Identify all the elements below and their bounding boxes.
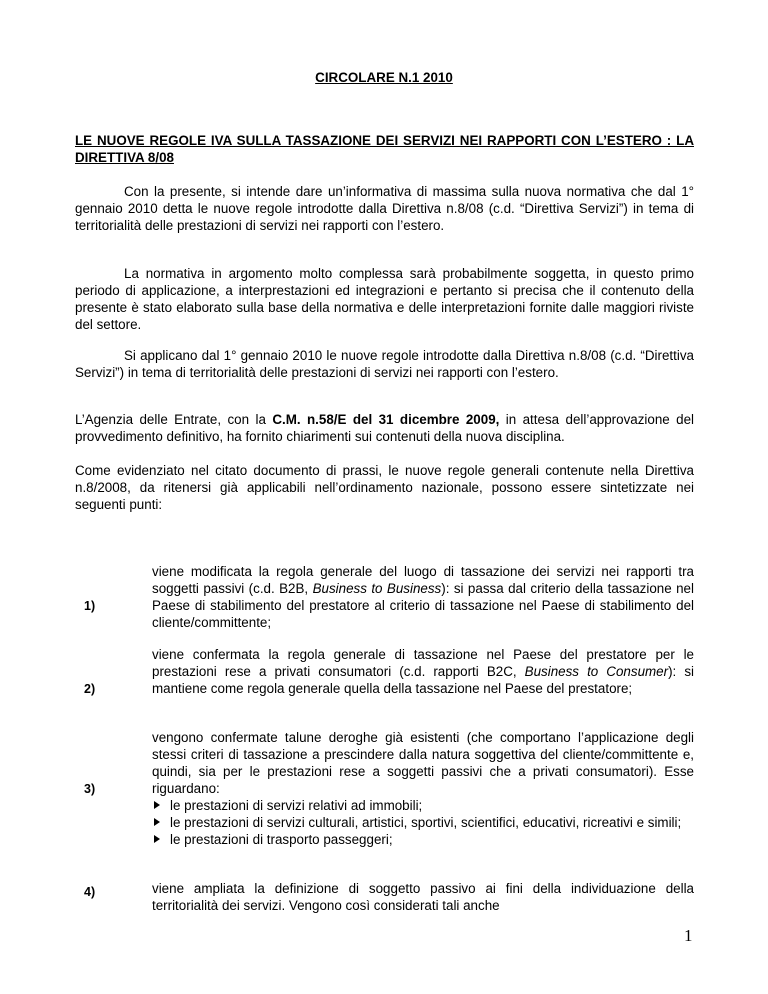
item-text: viene confermata la regola generale di tassazione nel Paese del prestatore per le prestazioni rese a privati consumatori (c.d. rapporti B2C, — [152, 647, 694, 679]
disclaimer-paragraph: La normativa in argomento molto complessa sarà probabilmente soggetta, in questo primo periodo di applicazione, a interprestazioni ed integrazioni e pertanto si precisa che il contenuto della presente è stato elaborato sulla base della normativa e delle interpretazioni fornite dalle maggiori riviste del settore. — [75, 266, 694, 332]
effective-date-paragraph: Si applicano dal 1° gennaio 2010 le nuove regole introdotte dalla Direttiva n.8/08 (c.d. “Direttiva Servizi”) in tema di territorialità delle prestazioni di servizi nei rapporti con l’estero. — [75, 348, 694, 380]
list-item — [152, 646, 694, 697]
bullet-text: le prestazioni di servizi culturali, artistici, sportivi, scientifici, educativi, ricreativi e simili; — [170, 815, 682, 830]
item-number: 4) — [84, 885, 96, 899]
item-number: 3) — [84, 782, 96, 796]
item-text: viene modificata la regola generale del luogo di tassazione dei servizi nei rapporti tra soggetti passivi (c.d. B2B, — [152, 564, 694, 596]
item-number: 1) — [84, 599, 96, 613]
agenzia-text-after: in attesa dell’approvazione del provvedimento definitivo, ha fornito chiarimenti sui contenuti della nuova disciplina. — [75, 412, 695, 444]
list-item — [152, 563, 694, 631]
bullet-item — [152, 797, 694, 814]
intro-paragraph: Con la presente, si intende dare un’informativa di massima sulla nuova normativa che dal 1° gennaio 2010 detta le nuove regole introdotte dalla Direttiva n.8/08 (c.d. “Direttiva Servizi”) in tema di territorialità delle prestazioni di servizi nei rapporti con l’estero. — [75, 184, 694, 233]
agenzia-text-before: L’Agenzia delle Entrate, con la — [75, 412, 273, 427]
item-italic-term: Business to Business — [312, 581, 442, 596]
circular-reference: C.M. n.58/E del 31 dicembre 2009, — [272, 412, 500, 427]
page-number: 1 — [684, 926, 693, 945]
list-item — [152, 729, 694, 848]
agenzia-paragraph — [75, 411, 694, 445]
item-italic-term: Business to Consumer — [524, 664, 669, 679]
item-number: 2) — [84, 682, 96, 696]
section-heading: LE NUOVE REGOLE IVA SULLA TASSAZIONE DEI SERVIZI NEI RAPPORTI CON L’ESTERO : LA DIRETTIVA 8/08 — [75, 133, 694, 165]
summary-paragraph: Come evidenziato nel citato documento di prassi, le nuove regole generali contenute nella Direttiva n.8/2008, da ritenersi già applicabili nell’ordinamento nazionale, possono essere sintetizzate nei seguenti punti: — [75, 463, 694, 512]
item-text: viene ampliata la definizione di soggetto passivo ai fini della individuazione della territorialità dei servizi. Vengono così considerati tali anche — [152, 881, 694, 913]
triangle-bullet-icon — [154, 801, 160, 809]
triangle-bullet-icon — [154, 835, 160, 843]
bullet-item — [152, 831, 694, 848]
bullet-text: le prestazioni di servizi relativi ad immobili; — [170, 798, 423, 813]
bullet-list — [152, 797, 694, 848]
bullet-item — [152, 814, 694, 831]
item-text: vengono confermate talune deroghe già esistenti (che comportano l’applicazione degli stessi criteri di tassazione a prescindere dalla natura soggettiva del cliente/committente e, quindi, sia per le prestazioni rese a soggetti passivi che a privati consumatori). Esse riguardano: — [152, 730, 694, 796]
bullet-text: le prestazioni di trasporto passeggeri; — [170, 832, 393, 847]
list-item — [152, 880, 694, 913]
item-text-cont: ): si mantiene come regola generale quella della tassazione nel Paese del prestatore; — [152, 664, 694, 696]
triangle-bullet-icon — [154, 818, 160, 826]
document-title: CIRCOLARE N.1 2010 — [315, 70, 453, 85]
item-text-cont: ): si passa dal criterio della tassazione nel Paese di stabilimento del prestatore al criterio di tassazione nel Paese di stabilimento del cliente/committente; — [152, 581, 694, 630]
